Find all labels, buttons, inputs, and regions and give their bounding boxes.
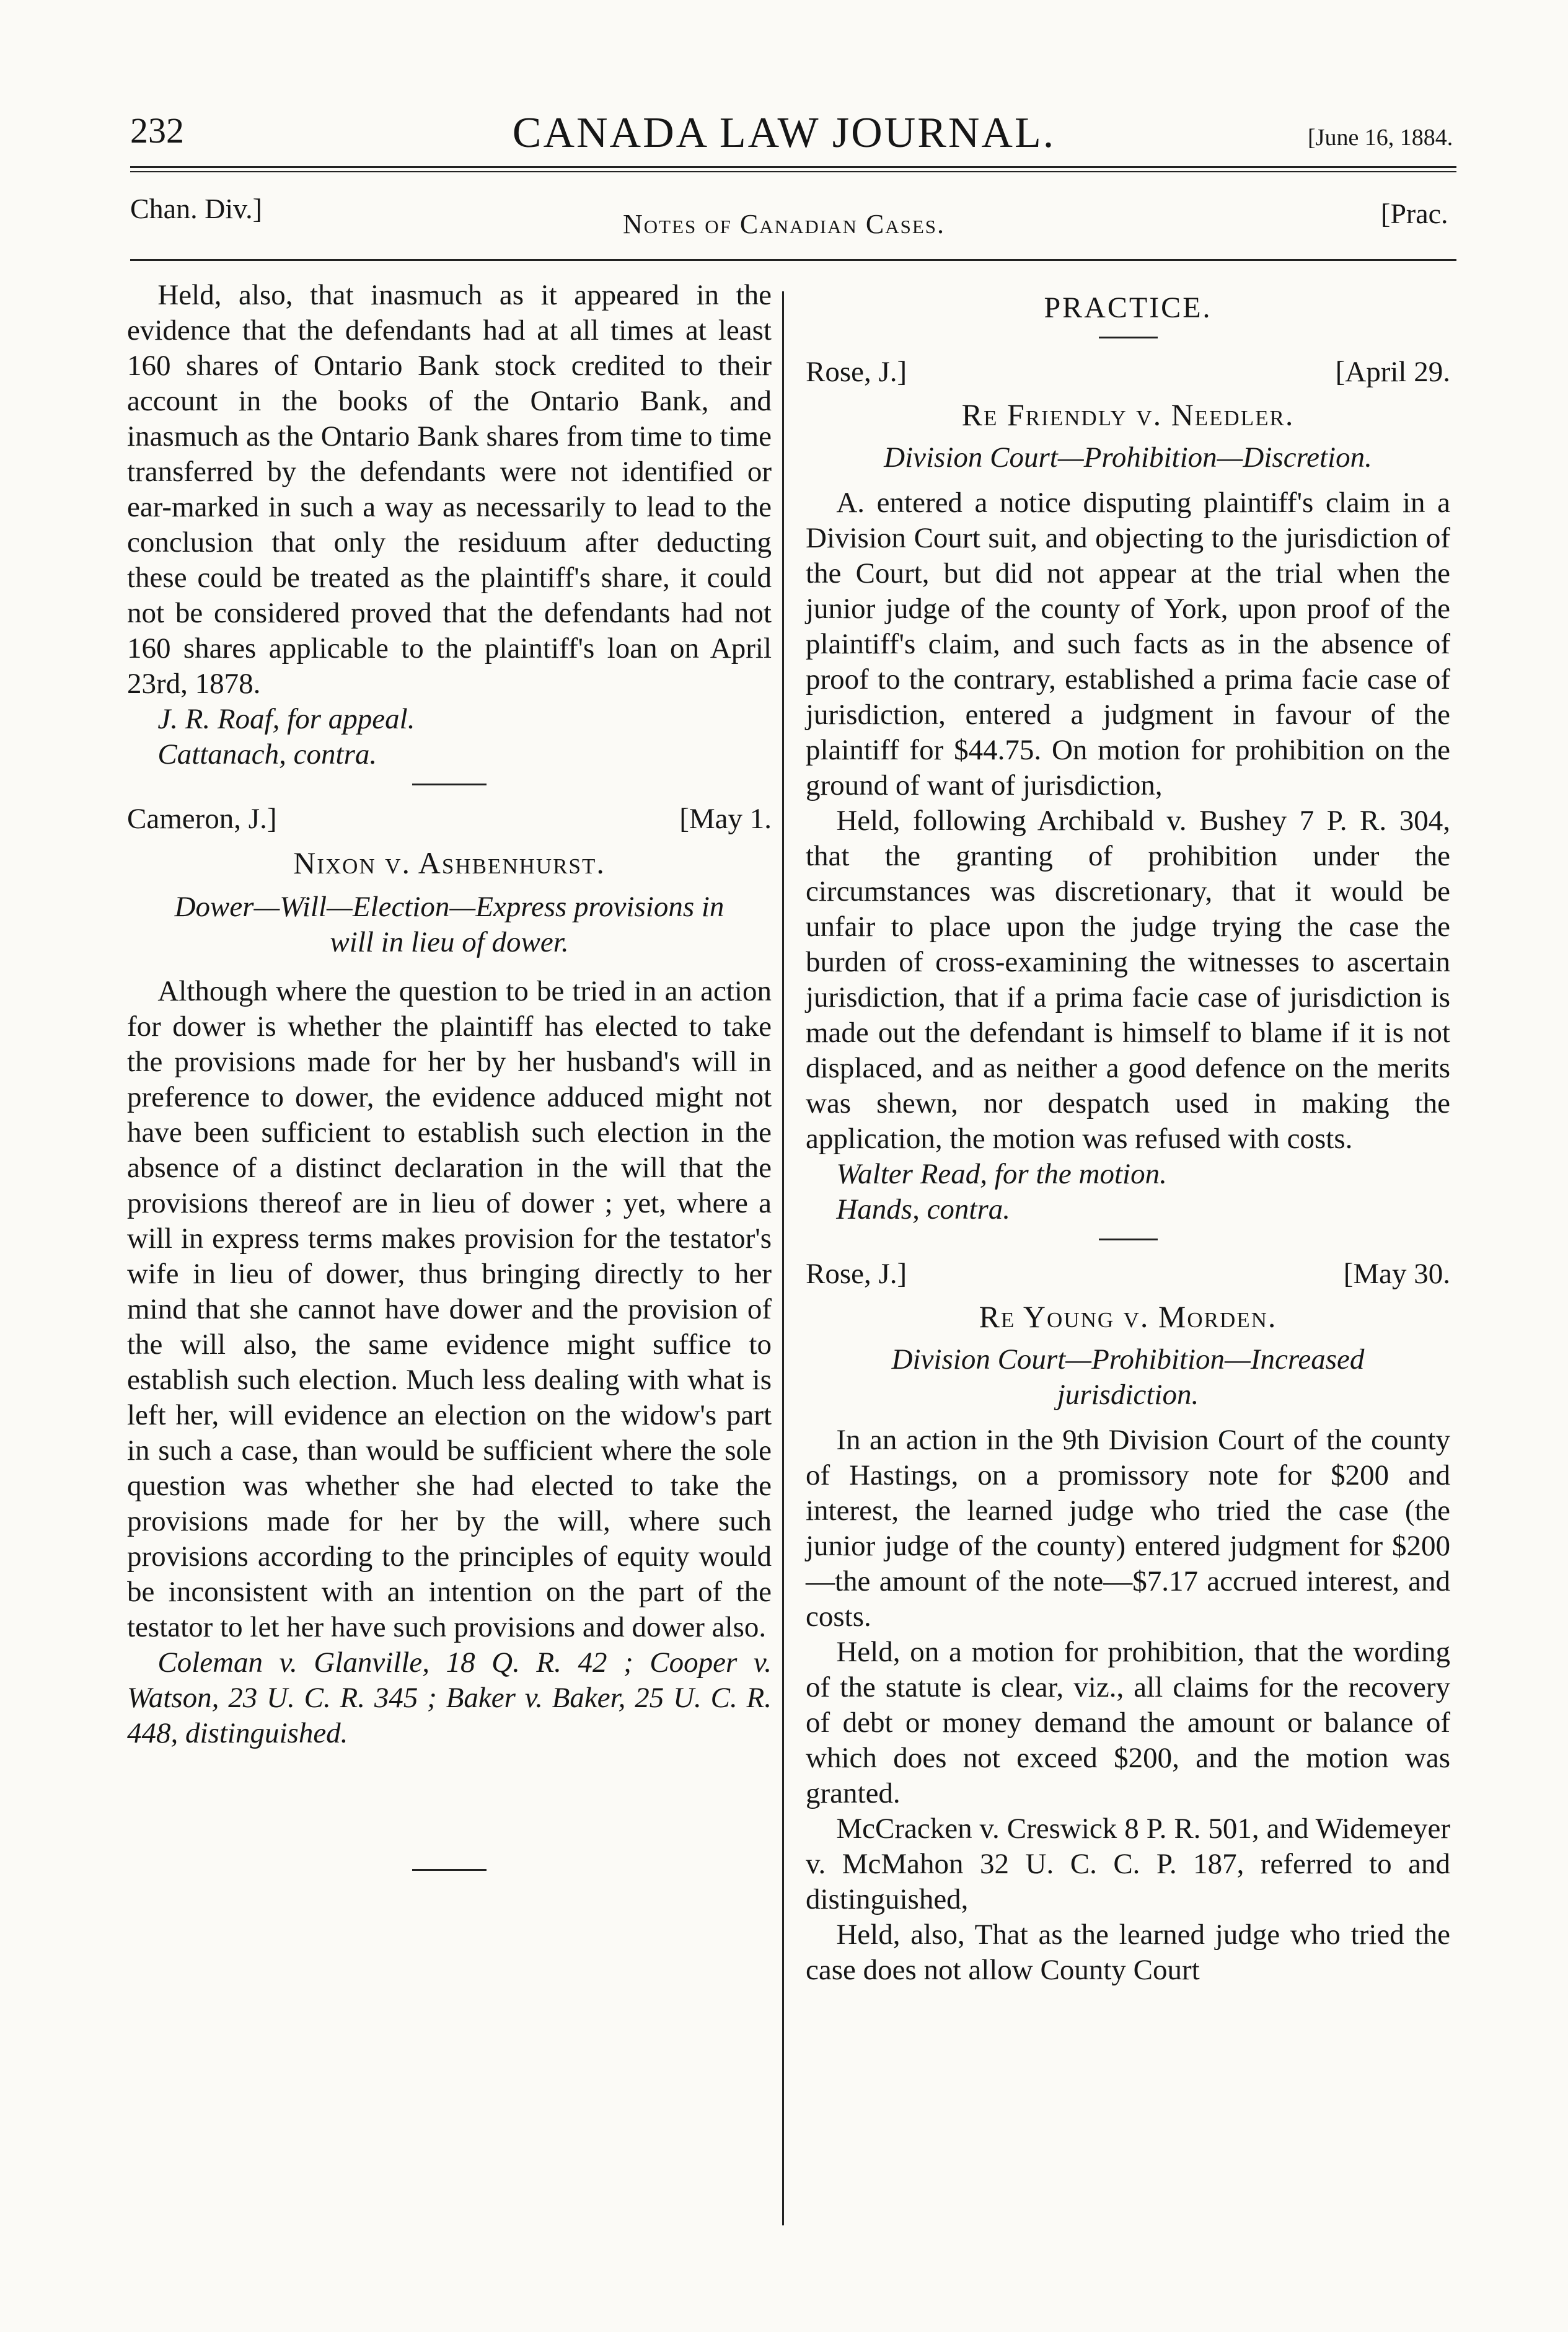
case-subject: Division Court—Prohibition—Increased jurisdiction.: [891, 1343, 1365, 1411]
case-subject: Dower—Will—Election—Express provisions in will in lieu of dower.: [174, 891, 725, 958]
right-column: [806, 290, 1450, 1988]
counsel-appeal: J. R. Roaf, for appeal.: [157, 703, 415, 735]
left-column: [127, 278, 772, 1887]
right-running-tag: [Prac.: [1381, 198, 1448, 229]
header-rule-top: [130, 166, 1456, 168]
case-subject: Division Court—Prohibition—Discretion.: [884, 441, 1372, 474]
case-separator: [1099, 1239, 1158, 1240]
case-paragraph: A. entered a notice disputing plaintiff's claim in a Division Court suit, and objecting to the jurisdiction of the Court, but did not appear at the trial when the junior judge of the county of York, upon proof of the plaintiff's claim, and such facts as in the absence of proof to the contrary, established a prima facie case of jurisdiction, entered a judgment in favour of the plaintiff for $44.75. On motion for prohibition on the ground of want of jurisdiction,: [806, 487, 1450, 802]
end-separator: [412, 1869, 487, 1871]
case-judge: Cameron, J.]: [127, 803, 277, 835]
counsel-contra: Hands, contra.: [836, 1193, 1011, 1226]
case-judge: Rose, J.]: [806, 1258, 907, 1290]
case-title: Re Young v. Morden.: [979, 1299, 1277, 1334]
case-date: [May 1.: [679, 803, 772, 835]
case-date: [May 30.: [1343, 1258, 1450, 1290]
case-header-friendly: [806, 355, 1450, 390]
case-citations: Coleman v. Glanville, 18 Q. R. 42 ; Cooper v. Watson, 23 U. C. R. 345 ; Baker v. Baker, 25 U. C. R. 448, distinguished.: [127, 1646, 772, 1749]
paragraph-held: Held, also, that inasmuch as it appeared in the evidence that the defendants had at all times at least 160 shares of Ontario Bank stock credited to their account in the books of the Ontario Bank, and inasmuch as the Ontario Bank shares from time to time transferred by the defendants were not identified or ear-marked in such a way as necessarily to lead to the conclusion that only the residuum after deducting these could be treated as the plaintiff's share, it could not be considered proved that the defendants had not 160 shares applicable to the plaintiff's loan on April 23rd, 1878.: [127, 279, 772, 700]
case-judge: Rose, J.]: [806, 356, 907, 388]
issue-date: [June 16, 1884.: [1308, 125, 1453, 151]
case-header-young: [806, 1257, 1450, 1292]
case-separator: [412, 784, 487, 785]
counsel-motion: Walter Read, for the motion.: [836, 1158, 1167, 1190]
case-title: Re Friendly v. Needler.: [961, 397, 1295, 432]
page-number: 232: [130, 110, 184, 151]
header-rule-bottom: [130, 259, 1456, 261]
case-citations: McCracken v. Creswick 8 P. R. 501, and Widemeyer v. McMahon 32 U. C. C. P. 187, referred to and distinguished,: [806, 1813, 1450, 1915]
practice-separator: [1099, 337, 1158, 338]
practice-heading: PRACTICE.: [1044, 291, 1212, 324]
column-divider: [782, 291, 784, 2225]
case-holding: Held, on a motion for prohibition, that the wording of the statute is clear, viz., all claims for the recovery of debt or money demand the amount or balance of which does not exceed $200, and the motion was granted.: [806, 1636, 1450, 1809]
journal-title: CANADA LAW JOURNAL.: [512, 109, 1056, 157]
case-header-nixon: [127, 802, 772, 837]
case-date: [April 29.: [1335, 356, 1450, 388]
case-paragraph: In an action in the 9th Division Court of the county of Hastings, on a promissory note for $200 and interest, the learned judge who tried the case (the junior judge of the county) entered judgment for $200—the amount of the note—$7.17 accrued interest, and costs.: [806, 1424, 1450, 1633]
header-rule-double: [130, 171, 1456, 172]
case-title: Nixon v. Ashbenhurst.: [293, 846, 606, 880]
case-holding-2: Held, also, That as the learned judge who tried the case does not allow County Court: [806, 1919, 1450, 1986]
case-holding: Held, following Archibald v. Bushey 7 P. R. 304, that the granting of prohibition under the circumstances was discretionary, that it would be unfair to place upon the judge trying the case the burden of cross-examining the witnesses to ascertain jurisdiction, that if a prima facie case of jurisdiction is made out the defendant is himself to blame if it is not displaced, and as neither a good defence on the merits was shewn, nor despatch used in making the application, the motion was refused with costs.: [806, 805, 1450, 1155]
left-running-tag: Chan. Div.]: [130, 193, 262, 224]
case-paragraph: Although where the question to be tried in an action for dower is whether the plaintiff has elected to take the provisions made for her by her husband's will in preference to dower, the evidence adduced might not have been sufficient to establish such election in the absence of a distinct declaration in the will that the provisions thereof are in lieu of dower ; yet, where a will in express terms makes provision for the testator's wife in lieu of dower, thus bringing directly to her mind that she cannot have dower and the provision of the will also, the same evidence might suffice to establish such election. Much less dealing with what is left her, will evidence an election on the widow's part in such a case, than would be sufficient where the sole question was whether she had elected to take the provisions made for her by the will, where such provisions according to the principles of equity would be inconsistent with an intention on the part of the testator to let her have such provisions and dower also.: [127, 975, 772, 1643]
counsel-contra: Cattanach, contra.: [157, 738, 377, 771]
section-heading: Notes of Canadian Cases.: [622, 209, 946, 239]
